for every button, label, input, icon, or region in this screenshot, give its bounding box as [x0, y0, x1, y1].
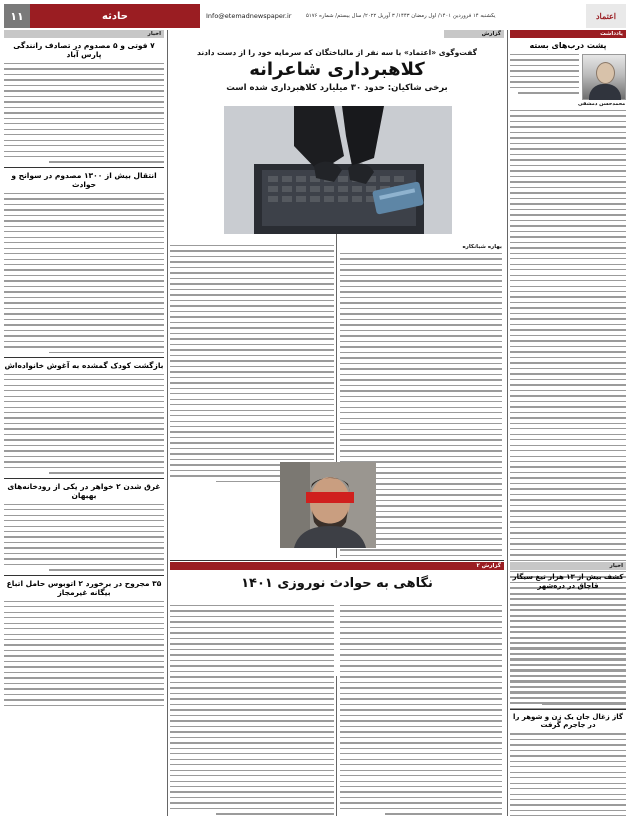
- news-body-cigarette: [510, 594, 626, 705]
- article-deck: برخی شاکیان: حدود ۳۰ میلیارد کلاهبرداری شده است: [226, 83, 448, 93]
- suspect-photo: [280, 462, 376, 548]
- section-label: حادثه: [30, 4, 200, 28]
- issue-date: یکشنبه ۱۴ فروردین ۱۴۰۱/ اول رمضان ۱۴۴۳/ ۳ آوریل ۲۰۲۲/ سال بیستم/ شماره ۵۱۷۶: [306, 13, 496, 19]
- section-tag-report2: گزارش ۲: [170, 562, 504, 570]
- section-tag-news: اخبار: [510, 562, 626, 570]
- article-kicker: گفت‌وگوی «اعتماد» با سه نفر از مالباختگان که سرمایه خود را از دست دادند: [197, 48, 477, 57]
- page-header: [4, 4, 626, 28]
- newspaper-logo: اعتماد: [586, 4, 626, 28]
- email-address[interactable]: Info@etemadnewspaper.ir: [206, 12, 292, 20]
- horizontal-rule: [170, 560, 504, 561]
- story-body-injured: [4, 193, 164, 353]
- story-title-injured[interactable]: انتقال بیش از ۱۳۰۰ مصدوم در سوانح و حوادث: [11, 170, 157, 190]
- story-title-drowning[interactable]: غرق شدن ۲ خواهر در یکی از رودخانه‌های بهبهان: [7, 481, 161, 501]
- page-number: ۱۱: [4, 4, 30, 28]
- story-body-drowning: [4, 504, 164, 571]
- article-title[interactable]: کلاهبرداری شاعرانه: [249, 59, 425, 80]
- column-divider: [507, 30, 508, 816]
- story-title-lost-child[interactable]: بازگشت کودک گمشده به آغوش خانواده‌اش: [4, 361, 164, 371]
- story-title-bus-crash[interactable]: ۳۵ مجروح در برخورد ۲ اتوبوس حامل اتباع بیگانه غیرمجاز: [6, 578, 162, 598]
- left-column: [4, 30, 164, 816]
- section-tag-note: یادداشت: [510, 30, 626, 38]
- author-photo: [582, 54, 626, 100]
- report-body-right: [340, 602, 502, 816]
- article-byline: بهاره شبانکاره: [462, 244, 502, 250]
- story-body-accident: [4, 63, 164, 163]
- author-name: محمدحسن دمشقی: [578, 101, 626, 107]
- fraud-laptop-image: [224, 106, 452, 234]
- column-divider: [167, 30, 168, 816]
- right-column: [510, 30, 626, 816]
- report-title[interactable]: نگاهی به حوادث نوروزی ۱۴۰۱: [241, 576, 433, 591]
- bottom-report: [170, 562, 504, 816]
- news-title-gas[interactable]: گاز زغال جان یک زن و شوهر را در جاجرم گرفت: [512, 712, 623, 730]
- story-body-lost-child: [4, 374, 164, 474]
- story-title-accident[interactable]: ۷ فوتی و ۵ مصدوم در تصادف رانندگی پارس آباد: [13, 41, 155, 60]
- section-tag-news-left: اخبار: [4, 30, 164, 38]
- note-title[interactable]: پشت درب‌های بسته: [529, 41, 607, 50]
- story-body-bus-crash: [4, 601, 164, 707]
- section-tag-report: گزارش: [444, 30, 504, 38]
- author-box: [510, 54, 626, 100]
- report-body-left: [170, 602, 334, 816]
- news-title-cigarette[interactable]: کشف بیش از ۱۳ هزار تیغ سیگار قاچاق در دره‌شهر: [512, 573, 624, 590]
- author-intro-text: [510, 54, 579, 100]
- center-article: [170, 30, 504, 560]
- article-body-left: [170, 242, 334, 486]
- news-body-gas: [510, 733, 626, 816]
